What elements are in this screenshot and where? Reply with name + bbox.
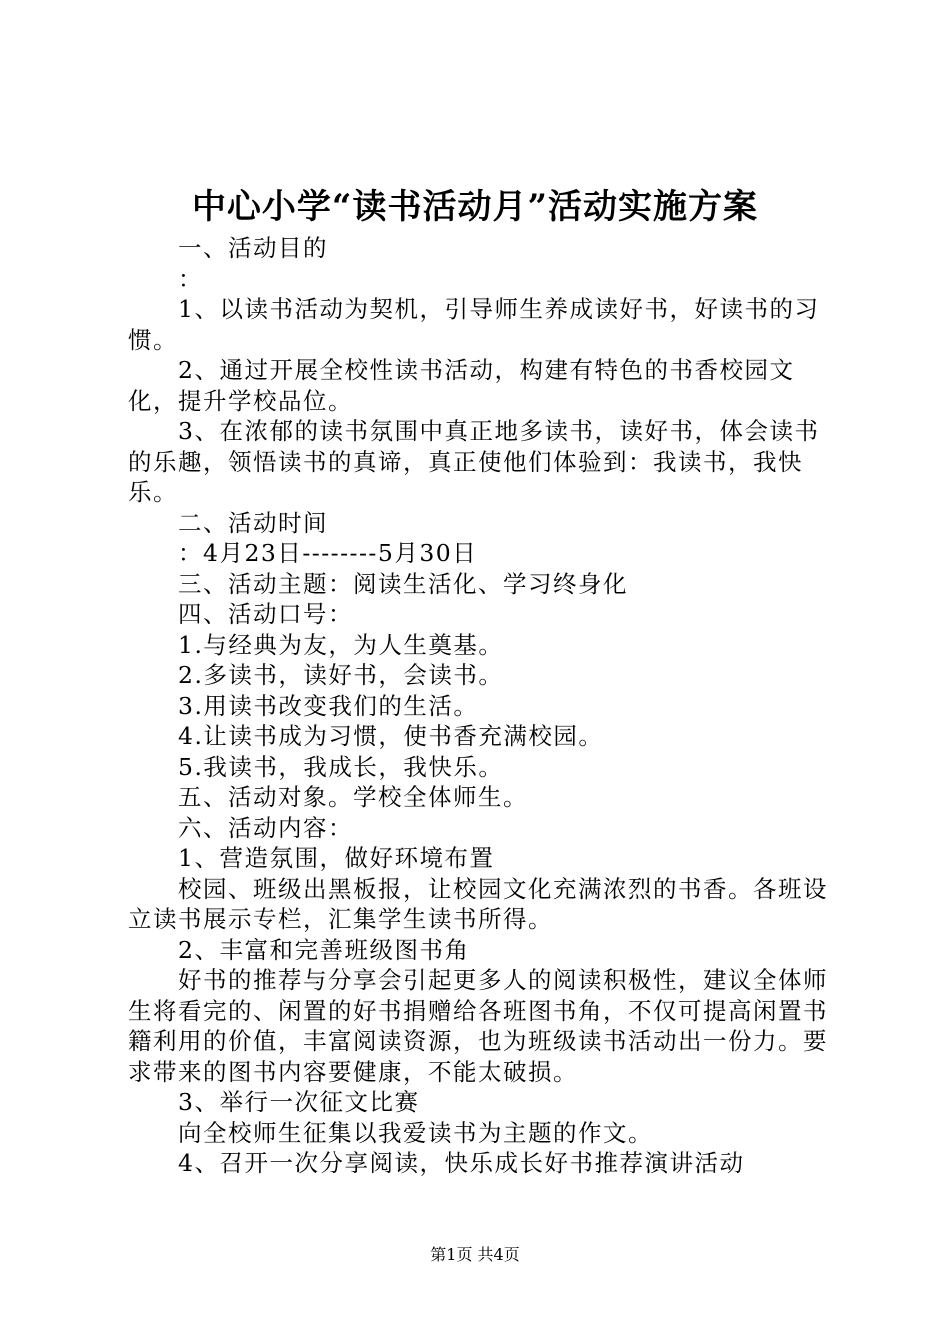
activity-dates: ：4月23日--------5月30日 [178, 539, 478, 567]
page-number: 第1页 共4页 [430, 1245, 520, 1264]
document-title: 中心小学“读书活动月”活动实施方案 [191, 187, 759, 227]
purpose-item-1: 1、以读书活动为契机，引导师生养成读好书，好读书的习惯。 [128, 295, 820, 354]
content-item-body: 校园、班级出黑板报，让校园文化充满浓烈的书香。各班设立读书展示专栏，汇集学生读书所得。 [128, 874, 828, 933]
content-item-heading: 2、丰富和完善班级图书角 [178, 935, 470, 964]
slogan-item: 5.我读书，我成长，我快乐。 [178, 752, 504, 781]
paragraph: ： [178, 264, 203, 293]
section-heading-purpose: 一、活动目的 [178, 234, 328, 262]
content-item-heading: 4、召开一次分享阅读，快乐成长好书推荐演讲活动 [178, 1149, 745, 1177]
section-heading-slogan: 四、活动口号： [178, 600, 353, 628]
content-item-body: 向全校师生征集以我爱读书为主题的作文。 [178, 1118, 653, 1147]
section-heading-audience: 五、活动对象。学校全体师生。 [178, 783, 528, 811]
slogan-item: 1.与经典为友，为人生奠基。 [178, 630, 504, 659]
slogan-item: 2.多读书，读好书，会读书。 [178, 661, 504, 689]
content-item-heading: 3、举行一次征文比赛 [178, 1088, 420, 1116]
slogan-item: 3.用读书改变我们的生活。 [178, 691, 479, 720]
slogan-item: 4.让读书成为习惯，使书香充满校园。 [178, 722, 604, 750]
purpose-item-3: 3、在浓郁的读书氛围中真正地多读书，读好书，体会读书的乐趣，领悟读书的真谛，真正使他们体验到：我读书，我快乐。 [128, 417, 820, 506]
document-body [128, 233, 838, 1179]
section-heading-theme: 三、活动主题：阅读生活化、学习终身化 [178, 569, 628, 598]
section-heading-content: 六、活动内容： [178, 813, 353, 842]
content-item-heading: 1、营造氛围，做好环境布置 [178, 844, 495, 872]
section-heading-time: 二、活动时间 [178, 508, 328, 537]
content-item-body: 好书的推荐与分享会引起更多人的阅读积极性，建议全体师生将看完的、闲置的好书捐赠给各班图书角，不仅可提高闲置书籍利用的价值，丰富阅读资源，也为班级读书活动出一份力。要求带来的图书内容要健康，不能太破损。 [128, 966, 828, 1086]
purpose-item-2: 2、通过开展全校性读书活动，构建有特色的书香校园文化，提升学校品位。 [128, 356, 795, 415]
